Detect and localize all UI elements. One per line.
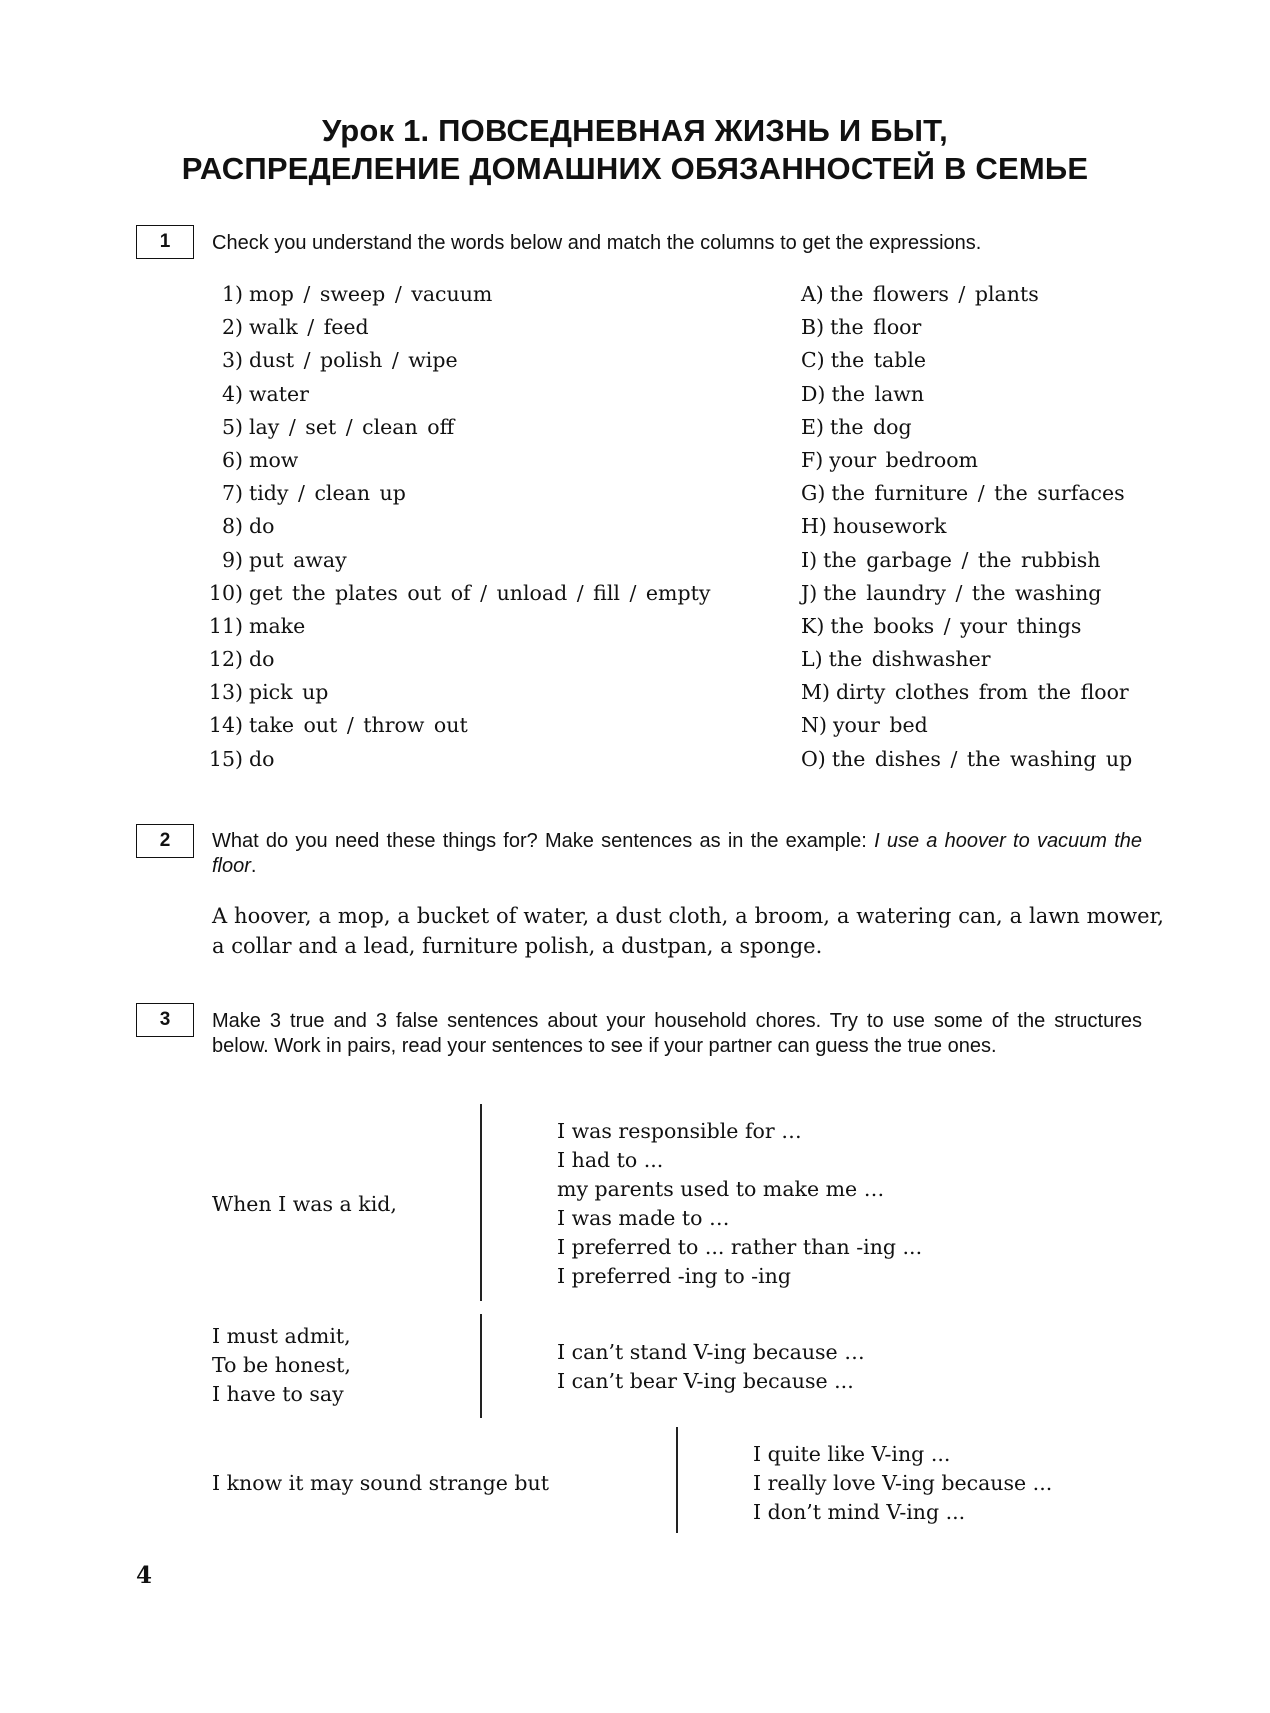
item-number: 5) <box>221 414 243 439</box>
opener-line: I must admit, <box>212 1324 351 1348</box>
verbs-column <box>198 278 710 776</box>
list-item <box>801 378 1132 411</box>
item-text: the flowers / plants <box>829 282 1039 306</box>
continuation-line: I really love V-ing because ... <box>753 1471 1053 1495</box>
item-letter: E) <box>801 414 824 439</box>
continuation-line: my parents used to make me … <box>557 1177 885 1201</box>
page-number: 4 <box>136 1562 153 1589</box>
item-letter: H) <box>801 514 827 539</box>
item-letter: K) <box>801 613 825 638</box>
item-text: walk / feed <box>249 315 369 340</box>
item-letter: N) <box>801 713 827 738</box>
exercise-2-word-list: A hoover, a mop, a bucket of water, a dust cloth, a broom, a watering can, a lawn mower, a collar and a lead, furniture polish, a dustpan, a sponge. <box>212 904 1164 958</box>
item-text: the laundry / the washing <box>823 580 1102 605</box>
continuation-line: I preferred to ... rather than -ing ... <box>557 1235 923 1259</box>
item-number: 1) <box>221 282 243 306</box>
opener-line: When I was a kid, <box>212 1192 397 1216</box>
item-number: 10) <box>208 580 243 605</box>
item-letter: M) <box>801 680 830 705</box>
list-item <box>801 577 1132 610</box>
list-item <box>801 544 1132 577</box>
continuation-line: I don’t mind V-ing ... <box>753 1500 966 1524</box>
item-number: 4) <box>221 381 243 406</box>
item-text: the dishwasher <box>828 647 991 672</box>
list-item <box>198 643 710 676</box>
item-letter: O) <box>801 746 826 771</box>
structure-block-3-opener <box>212 1469 549 1498</box>
item-text: lay / set / clean off <box>249 414 455 439</box>
exercise-2-instruction-text: What do you need these things for? Make sentences as in the example: <box>212 830 875 852</box>
item-text: dirty clothes from the floor <box>836 680 1129 705</box>
item-text: do <box>249 746 275 771</box>
lesson-title-line1: Урок 1. ПОВСЕДНЕВНАЯ ЖИЗНЬ И БЫТ, <box>321 113 948 148</box>
list-item <box>801 510 1132 543</box>
item-text: the dishes / the washing up <box>831 746 1133 771</box>
item-text: housework <box>832 514 947 539</box>
structure-block-2-opener <box>212 1322 351 1409</box>
list-item <box>801 743 1132 776</box>
opener-line: I have to say <box>212 1382 344 1406</box>
list-item <box>198 278 710 311</box>
continuation-line: I was made to … <box>557 1206 730 1230</box>
block-3-divider <box>676 1427 678 1533</box>
list-item <box>801 709 1132 742</box>
item-letter: L) <box>801 647 823 672</box>
item-text: the garbage / the rubbish <box>823 547 1101 572</box>
item-text: tidy / clean up <box>249 481 406 506</box>
item-text: mow <box>249 447 299 472</box>
list-item <box>801 643 1132 676</box>
item-number: 15) <box>208 746 243 771</box>
exercise-2-example-end: . <box>250 855 257 877</box>
list-item <box>198 510 710 543</box>
item-text: your bedroom <box>829 447 978 472</box>
list-item <box>198 544 710 577</box>
item-text: take out / throw out <box>249 713 468 738</box>
item-text: water <box>249 381 309 406</box>
continuation-line: I was responsible for … <box>557 1119 802 1143</box>
block-1-divider <box>480 1104 482 1301</box>
list-item <box>801 311 1132 344</box>
item-text: the dog <box>829 414 912 439</box>
structure-block-2-continuations <box>557 1338 865 1396</box>
item-number: 8) <box>221 514 243 539</box>
item-text: get the plates out of / unload / fill / empty <box>249 580 711 605</box>
list-item <box>801 444 1132 477</box>
list-item <box>198 311 710 344</box>
list-item <box>198 444 710 477</box>
list-item <box>801 344 1132 377</box>
exercise-1-instruction: Check you understand the words below and match the columns to get the expressions. <box>212 232 982 254</box>
continuation-line: I can’t stand V-ing because … <box>557 1340 865 1364</box>
block-2-divider <box>480 1314 482 1418</box>
item-number: 9) <box>221 547 243 572</box>
continuation-line: I can’t bear V-ing because ... <box>557 1369 854 1393</box>
list-item <box>198 709 710 742</box>
item-number: 7) <box>221 481 243 506</box>
item-text: do <box>249 514 275 539</box>
structure-block-1-continuations <box>557 1117 922 1291</box>
item-number: 11) <box>208 613 243 638</box>
item-text: the books / your things <box>830 613 1082 638</box>
list-item <box>801 610 1132 643</box>
item-letter: G) <box>801 481 826 506</box>
item-text: your bed <box>832 713 928 738</box>
exercise-3-number: 3 <box>136 1003 194 1037</box>
item-number: 12) <box>208 647 243 672</box>
item-number: 6) <box>221 447 243 472</box>
list-item <box>198 743 710 776</box>
continuation-line: I quite like V-ing ... <box>753 1442 951 1466</box>
item-text: make <box>249 613 306 638</box>
item-number: 14) <box>208 713 243 738</box>
structure-block-1-opener <box>212 1190 397 1219</box>
continuation-line: I had to ... <box>557 1148 664 1172</box>
item-text: the lawn <box>831 381 925 406</box>
opener-line: To be honest, <box>212 1353 351 1377</box>
list-item <box>198 676 710 709</box>
item-letter: A) <box>801 282 824 306</box>
list-item <box>198 477 710 510</box>
list-item <box>198 577 710 610</box>
exercise-2-number: 2 <box>136 824 194 858</box>
item-number: 13) <box>208 680 243 705</box>
item-number: 3) <box>221 348 243 373</box>
lesson-title-line2: РАСПРЕДЕЛЕНИЕ ДОМАШНИХ ОБЯЗАННОСТЕЙ В СЕМЬЕ <box>181 151 1089 186</box>
objects-column <box>801 278 1132 776</box>
exercise-1-number: 1 <box>136 225 194 259</box>
exercise-3-instruction: Make 3 true and 3 false sentences about your household chores. Try to use some of the structures below. Work in pairs, read your sentences to see if your partner can guess the true ones. <box>212 1010 1142 1057</box>
item-text: mop / sweep / vacuum <box>249 282 493 306</box>
list-item <box>801 278 1132 311</box>
item-letter: C) <box>801 348 825 373</box>
item-text: the furniture / the surfaces <box>831 481 1125 506</box>
list-item <box>198 610 710 643</box>
item-text: do <box>249 647 275 672</box>
lesson-title <box>0 112 1270 188</box>
list-item <box>801 477 1132 510</box>
list-item <box>198 344 710 377</box>
list-item <box>198 411 710 444</box>
continuation-line: I preferred -ing to -ing <box>557 1264 791 1288</box>
exercise-2-instruction <box>212 829 1142 879</box>
exercise-2-example: I use a hoover to vacuum the floor <box>212 830 1142 877</box>
item-letter: J) <box>801 580 818 605</box>
list-item <box>801 676 1132 709</box>
item-text: pick up <box>249 680 329 705</box>
item-text: the table <box>830 348 927 373</box>
item-letter: I) <box>801 547 818 572</box>
item-text: the floor <box>830 315 922 340</box>
list-item <box>801 411 1132 444</box>
opener-line: I know it may sound strange but <box>212 1471 549 1495</box>
item-letter: D) <box>801 381 826 406</box>
item-letter: B) <box>801 315 825 340</box>
item-text: put away <box>249 547 347 572</box>
item-number: 2) <box>221 315 243 340</box>
list-item <box>198 378 710 411</box>
item-letter: F) <box>801 447 824 472</box>
structure-block-3-continuations <box>753 1440 1052 1527</box>
item-text: dust / polish / wipe <box>249 348 458 373</box>
